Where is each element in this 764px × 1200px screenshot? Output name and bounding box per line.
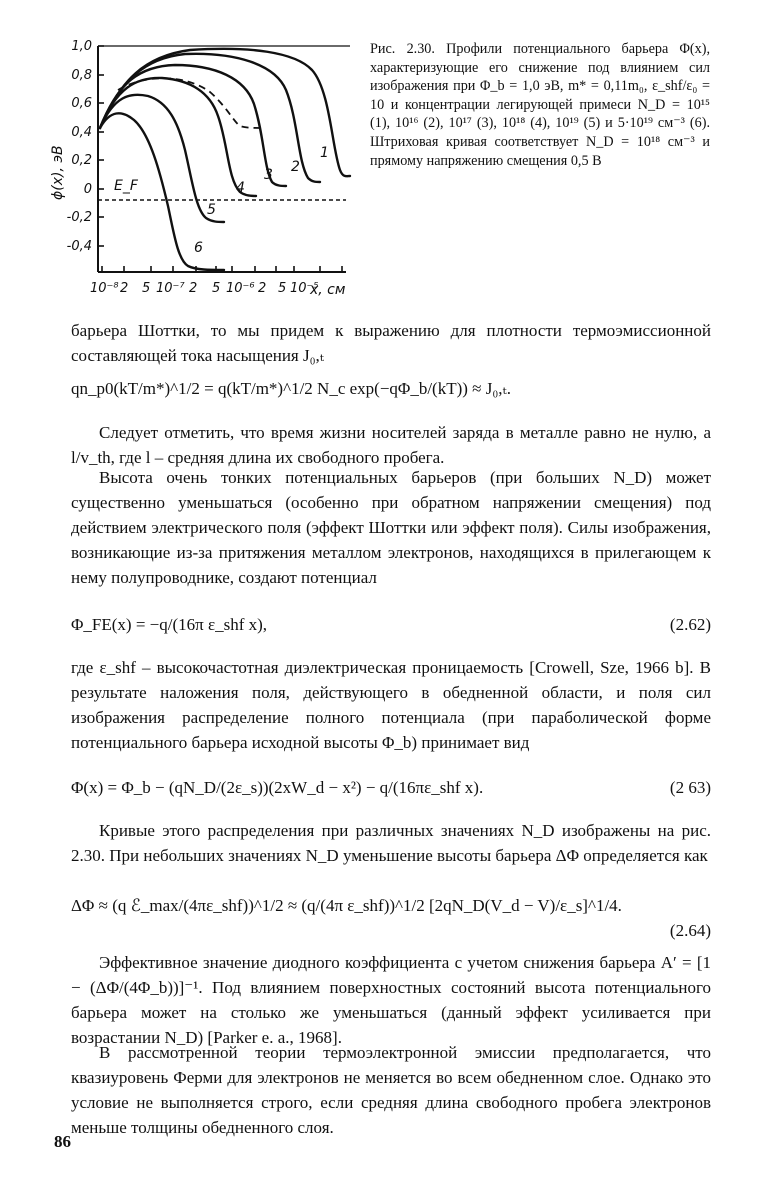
y-tick-label: -0,4 xyxy=(66,239,92,254)
page-number: 86 xyxy=(54,1132,71,1151)
x-tick-label: 2 xyxy=(120,281,129,296)
paragraph: где ε_shf – высокочастотная диэлектрическая проницаемость [Crowell, Sze, 1966 b]. В результате наложения поля, действующего в обедненной области, и поля сил изображения распределение полного потенциала (при параболической форме потенциального барьера исходной высоты Φ_b) принимает вид xyxy=(71,658,711,752)
curve-label-5: 5 xyxy=(207,202,216,218)
paragraph: Высота очень тонких потенциальных барьеров (при больших N_D) может существенно уменьшаться (особенно при обратном напряжении смещения) под действием электрического поля (эффект Шоттки или эффект поля). Силы изображения, возникающие из-за притяжения металлом электронов, находящихся в прилегающем к нему полупроводнике, создают потенциал xyxy=(71,468,711,587)
equation-2-64 xyxy=(71,893,711,918)
x-tick-label: 10⁻⁶ xyxy=(226,281,255,296)
curve-label-6: 6 xyxy=(194,240,203,256)
figure-potential-profiles xyxy=(50,30,360,305)
curve-label-4: 4 xyxy=(236,180,245,196)
figure-caption: Рис. 2.30. Профили потенциального барьера Φ(x), характеризующие его снижение под влиянием сил изображения при Φ_b = 1,0 эВ, m* = 0,11m₀, ε_shf/ε₀ = 10 и концентрации легирующей примеси N_D = 10¹⁵ (1), 10¹⁶ (2), 10¹⁷ (3), 10¹⁸ (4), 10¹⁹ (5) и 5·10¹⁹ см⁻³ (6). Штриховая кривая соответствует N_D = 10¹⁸ см⁻³ и прямому напряжению смещения 0,5 В xyxy=(370,41,710,169)
x-axis-label: x, см xyxy=(310,282,346,298)
x-tick-label: 10⁻⁸ xyxy=(90,281,119,296)
paragraph: Кривые этого распределения при различных значениях N_D изображены на рис. 2.30. При небольших значениях N_D уменьшение высоты барьера ΔΦ определяется как xyxy=(71,821,711,865)
y-tick-label: 0 xyxy=(83,182,92,197)
paragraph: барьера Шоттки, то мы придем к выражению для плотности термоэмиссионной составляющей тока насыщения J₀,ₜ xyxy=(71,321,711,365)
paragraph: Эффективное значение диодного коэффициента с учетом снижения барьера A′ = [1 − (ΔΦ/(4Φ_b))]⁻¹. Под влиянием поверхностных состояний высота потенциального барьера может на столько же уменьшаться (данный эффект усиливается при возрастании N_D) [Parker e. a., 1968]. xyxy=(71,953,711,1047)
equation-number: (2.62) xyxy=(669,615,711,634)
x-tick-label: 5 xyxy=(142,281,151,296)
paragraph: В рассмотренной теории термоэлектронной эмиссии предполагается, что квазиуровень Ферми для электронов не меняется во всем обедненном слое. Однако это условие не выполняется строго, если средняя длина свободного пробега электронов меньше толщины обедненного слоя. xyxy=(71,1043,711,1137)
y-axis-label: ϕ(x), эВ xyxy=(50,145,66,200)
fermi-level-label: E_F xyxy=(114,178,138,194)
y-tick-label: 0,6 xyxy=(71,96,92,111)
y-tick-label: 0,8 xyxy=(71,68,92,83)
curve-label-3: 3 xyxy=(264,167,273,183)
x-tick-label: 10⁻⁵ xyxy=(290,281,319,296)
equation-text: qn_p0(kT/m*)^1/2 = q(kT/m*)^1/2 N_c exp(−qΦ_b/(kT)) ≈ J₀,ₜ. xyxy=(71,379,511,398)
y-tick-label: 1,0 xyxy=(71,39,92,54)
curve-1 xyxy=(100,49,350,176)
equation-text: Φ(x) = Φ_b − (qN_D/(2ε_s))(2xW_d − x²) − q/(16πε_shf x). xyxy=(71,778,484,797)
curve-label-2: 2 xyxy=(291,159,300,175)
curve-label-1: 1 xyxy=(320,145,329,161)
x-tick-label: 5 xyxy=(212,281,221,296)
x-tick-label: 2 xyxy=(258,281,267,296)
equation-thermoemission xyxy=(71,376,711,401)
x-tick-labels xyxy=(90,281,346,298)
x-tick-label: 2 xyxy=(189,281,198,296)
figure-svg xyxy=(50,30,360,305)
equation-text: ΔΦ ≈ (q ℰ_max/(4πε_shf))^1/2 ≈ (q/(4π ε_shf))^1/2 [2qN_D(V_d − V)/ε_s]^1/4. xyxy=(71,896,622,915)
y-tick-labels xyxy=(67,39,92,254)
y-tick-label: 0,4 xyxy=(71,125,92,140)
equation-2-63 xyxy=(71,775,711,800)
x-tick-label: 10⁻⁷ xyxy=(156,281,185,296)
equation-number: (2.64) xyxy=(669,921,711,940)
paragraph: Следует отметить, что время жизни носителей заряда в металле равно не нулю, а l/v_th, где l – средняя длина их свободного пробега. xyxy=(71,423,711,467)
x-tick-label: 5 xyxy=(278,281,287,296)
equation-text: Φ_FE(x) = −q/(16π ε_shf x), xyxy=(71,615,268,634)
y-tick-label: -0,2 xyxy=(66,210,92,225)
equation-2-62 xyxy=(71,612,711,637)
equation-number: (2 63) xyxy=(669,778,711,797)
y-tick-label: 0,2 xyxy=(71,153,92,168)
